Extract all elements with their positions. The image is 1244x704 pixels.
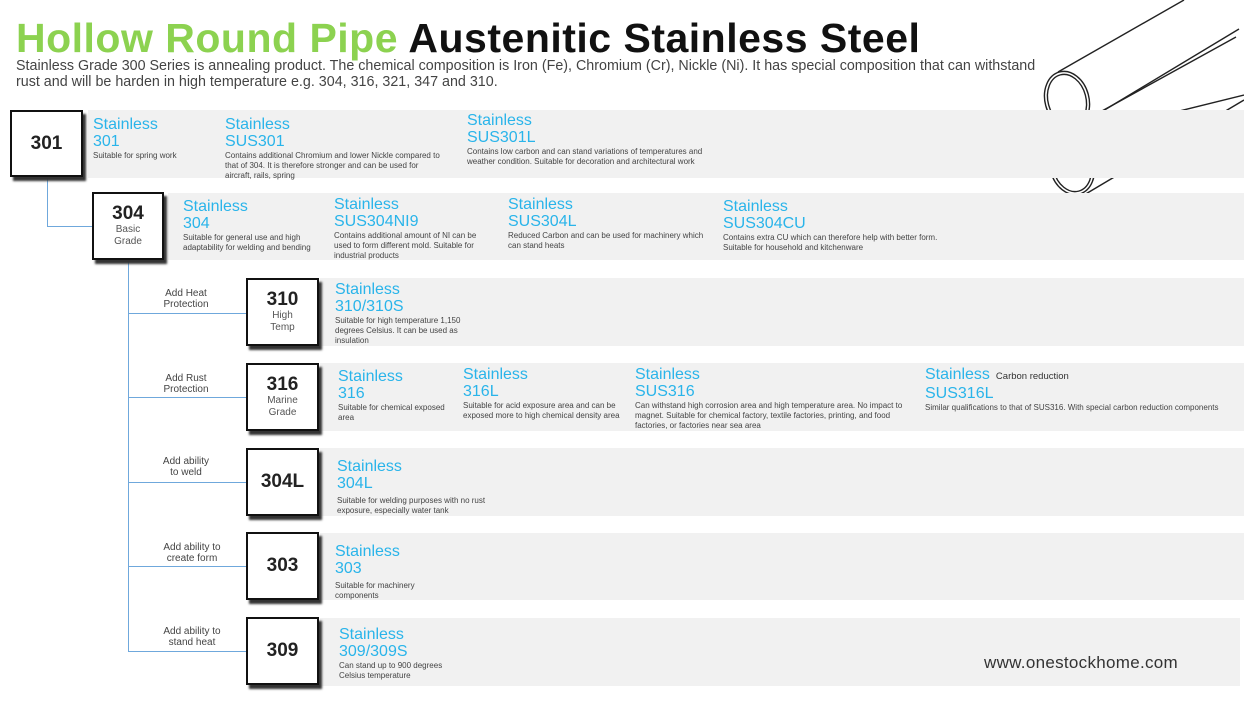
connector-310: [128, 313, 246, 314]
entry-desc: Suitable for high temperature 1,150 degrees Celsius. It can be used as insulation: [335, 316, 461, 345]
entry-sus304l: [508, 196, 708, 251]
entry-desc: Suitable for spring work: [93, 151, 177, 160]
branch-label-304l: [136, 456, 236, 478]
grade-sub: Marine Grade: [267, 395, 298, 418]
entry-grade: SUS316L: [925, 385, 994, 402]
grade-code: 303: [266, 555, 299, 576]
grade-code: 310: [266, 289, 299, 310]
entry-desc: Reduced Carbon and can be used for machinery which can stand heats: [508, 231, 704, 250]
entry-grade: 310/310S: [335, 298, 404, 315]
grade-box-303[interactable]: [246, 532, 319, 600]
entry-grade: 301: [93, 133, 120, 150]
branch-label-309: [142, 626, 242, 648]
entry-desc: Contains extra CU which can therefore help with better form. Suitable for household and kitchenware: [723, 233, 938, 252]
entry-label-row: [925, 366, 1225, 385]
branch-label-line2: stand heat: [168, 637, 216, 648]
entry-label: Stainless: [225, 116, 290, 133]
grade-sub: High Temp: [270, 310, 295, 333]
entry-grade: SUS304CU: [723, 215, 806, 232]
entry-label: Stainless: [334, 196, 399, 213]
branch-label-line2: to weld: [170, 467, 202, 478]
entry-310: [335, 281, 465, 346]
entry-label: Stainless: [335, 543, 400, 560]
page-subtitle: Stainless Grade 300 Series is annealing product. The chemical composition is Iron (Fe), Chromium (Cr), Nickle (Ni). It has special composition that can withstand rust and will be harden in high temperature e.g. 304, 316, 321, 347 and 310.: [16, 58, 1036, 90]
grade-sub: Basic Grade: [114, 224, 142, 247]
entry-desc: Can withstand high corrosion area and high temperature area. No impact to magnet. Suitable for chemical factory, textile factories, printing, and food factories, or factories near sea area: [635, 401, 903, 430]
entry-label: Stainless: [723, 198, 788, 215]
grade-box-301[interactable]: [10, 110, 83, 177]
entry-sus316l: [925, 366, 1225, 413]
entry-sus304ni9: [334, 196, 484, 261]
grade-box-316[interactable]: [246, 363, 319, 431]
entry-desc: Suitable for acid exposure area and can be exposed more to high chemical density area: [463, 401, 620, 420]
entry-desc: Contains additional amount of NI can be used to form different mold. Suitable for industrial products: [334, 231, 477, 260]
title-black: Austenitic Stainless Steel: [408, 15, 921, 61]
band-303: [320, 533, 1244, 600]
entry-grade: 304: [183, 215, 210, 232]
entry-303: [335, 543, 435, 601]
branch-label-line1: Add ability to: [163, 542, 221, 553]
pipes-icon: [1020, 0, 1244, 210]
branch-label-line2: create form: [166, 553, 218, 564]
entry-304l: [337, 458, 517, 516]
entry-label: Stainless: [93, 116, 158, 133]
entry-label: Stainless: [467, 112, 532, 129]
grade-code: 304: [112, 203, 144, 224]
entry-label: Stainless: [463, 366, 528, 383]
connector-316: [128, 397, 246, 398]
connector-309: [128, 651, 246, 652]
entry-sus301l: [467, 112, 722, 167]
entry-desc: Suitable for chemical exposed area: [338, 403, 445, 422]
entry-grade: SUS304L: [508, 213, 577, 230]
page-title: [16, 14, 920, 62]
entry-sus304cu: [723, 198, 938, 253]
entry-label: Stainless: [337, 458, 402, 475]
branch-label-310: [136, 288, 236, 310]
entry-grade: 316L: [463, 383, 499, 400]
entry-sus301: [225, 116, 445, 181]
grade-code: 304L: [260, 471, 305, 492]
grade-code: 301: [30, 132, 63, 154]
grade-box-310[interactable]: [246, 278, 319, 346]
entry-label: Stainless: [635, 366, 700, 383]
entry-desc: Similar qualifications to that of SUS316. With special carbon reduction components: [925, 403, 1219, 412]
entry-note: Carbon reduction: [995, 371, 1069, 382]
entry-304: [183, 198, 318, 253]
grade-box-309[interactable]: [246, 617, 319, 685]
entry-label: Stainless: [339, 626, 404, 643]
entry-label: Stainless: [183, 198, 248, 215]
entry-desc: Suitable for machinery components: [335, 581, 415, 600]
connector-303: [128, 566, 246, 567]
branch-label-line1: Add Heat: [165, 288, 207, 299]
branch-label-line1: Add ability to: [163, 626, 221, 637]
branch-label-line1: Add ability: [162, 456, 210, 467]
entry-desc: Suitable for welding purposes with no rust exposure, especially water tank: [337, 496, 486, 515]
grade-box-304l[interactable]: [246, 448, 319, 516]
entry-grade: SUS301L: [467, 129, 536, 146]
branch-label-line1: Add Rust: [165, 373, 207, 384]
entry-desc: Contains low carbon and can stand variations of temperatures and weather condition. Suitable for decoration and architectural work: [467, 147, 703, 166]
grade-code: 309: [266, 640, 299, 661]
entry-316: [338, 368, 448, 423]
entry-sus316: [635, 366, 910, 431]
branch-label-line2: Protection: [163, 384, 209, 395]
entry-grade: SUS316: [635, 383, 695, 400]
branch-label-316: [136, 373, 236, 395]
connector-304l: [128, 482, 246, 483]
entry-316l: [463, 366, 628, 421]
website-url[interactable]: www.onestockhome.com: [984, 653, 1179, 672]
entry-grade: 316: [338, 385, 365, 402]
branch-label-303: [142, 542, 242, 564]
entry-label: Stainless: [338, 368, 403, 385]
entry-grade: 309/309S: [339, 643, 408, 660]
entry-301: [93, 116, 183, 161]
connector-301-304-v: [47, 176, 48, 226]
grade-box-304[interactable]: [92, 192, 164, 260]
connector-301-304-h: [47, 226, 93, 227]
entry-grade: SUS304NI9: [334, 213, 419, 230]
entry-grade: 303: [335, 560, 362, 577]
entry-desc: Suitable for general use and high adaptability for welding and bending: [183, 233, 311, 252]
entry-label: Stainless: [335, 281, 400, 298]
entry-desc: Contains additional Chromium and lower Nickle compared to that of 304. It is therefore stronger and can be used for aircraft, rails, spring: [225, 151, 440, 180]
grade-code: 316: [266, 374, 299, 395]
title-green: Hollow Round Pipe: [16, 15, 399, 61]
entry-desc: Can stand up to 900 degrees Celsius temperature: [339, 661, 443, 680]
entry-grade: 304L: [337, 475, 373, 492]
connector-304-trunk: [128, 260, 129, 652]
entry-label: Stainless: [925, 366, 990, 383]
entry-grade: SUS301: [225, 133, 285, 150]
entry-label: Stainless: [508, 196, 573, 213]
entry-309: [339, 626, 459, 681]
branch-label-line2: Protection: [163, 299, 209, 310]
